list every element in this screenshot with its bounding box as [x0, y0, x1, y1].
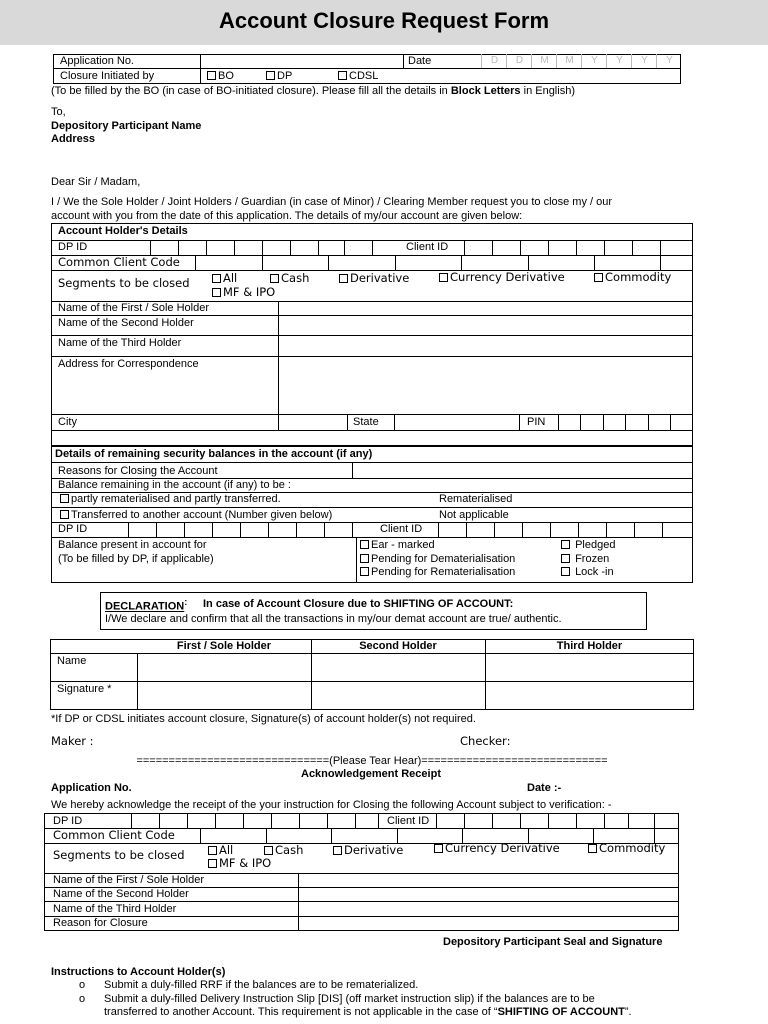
date-cell[interactable]: M [556, 54, 582, 68]
frozen-option[interactable]: Frozen [561, 553, 609, 566]
checkbox-icon [212, 274, 221, 283]
checkbox-icon [264, 846, 273, 855]
ack-application-no: Application No. [51, 782, 132, 794]
account-details-heading: Account Holder's Details [58, 225, 188, 237]
balances-heading: Details of remaining security balances in the account (if any) [55, 448, 373, 460]
date-cell[interactable]: Y [606, 54, 632, 68]
checkbox-icon [333, 846, 342, 855]
dp-option[interactable]: DP [266, 70, 292, 83]
third-holder-heading: Third Holder [556, 640, 623, 652]
date-cell[interactable]: Y [656, 54, 682, 68]
bullet-icon: o [79, 993, 86, 1005]
client-id-label: Client ID [406, 241, 449, 253]
checkbox-icon [594, 273, 603, 282]
lock-in-option[interactable]: Lock -in [561, 566, 614, 579]
rematerialised-option[interactable]: Rematerialised [439, 493, 513, 505]
checkbox-icon [212, 288, 221, 297]
pending-remat-option[interactable]: Pending for Rematerialisation [360, 566, 515, 579]
checkbox-icon [207, 71, 216, 80]
ack-segment-mf-ipo[interactable]: MF & IPO [208, 857, 271, 871]
salutation: Dear Sir / Madam, [51, 176, 141, 188]
signature-footnote: *If DP or CDSL initiates account closure, Signature(s) of account holder(s) not required. [51, 713, 476, 725]
checkbox-icon [439, 273, 448, 282]
checkbox-icon [60, 510, 69, 519]
date-cell[interactable]: D [506, 54, 532, 68]
signature-row-label: Signature * [57, 683, 112, 695]
common-client-code-label: Common Client Code [58, 255, 180, 269]
date-cell[interactable]: Y [581, 54, 607, 68]
transferred-option[interactable]: Transferred to another account (Number given below) [60, 509, 332, 522]
first-holder-label: Name of the First / Sole Holder [58, 302, 210, 314]
reasons-label: Reasons for Closing the Account [58, 465, 218, 477]
checker-label: Checker: [460, 734, 511, 748]
ack-reason-label: Reason for Closure [53, 917, 148, 929]
pledged-option[interactable]: Pledged [561, 539, 615, 552]
third-holder-label: Name of the Third Holder [58, 337, 182, 349]
checkbox-icon [208, 846, 217, 855]
checkbox-icon [339, 274, 348, 283]
ack-segment-cash[interactable]: Cash [264, 844, 303, 858]
ack-segments-label: Segments to be closed [53, 848, 185, 862]
segment-mf-ipo[interactable]: MF & IPO [212, 286, 275, 300]
bullet-icon: o [79, 979, 86, 991]
pending-demat-option[interactable]: Pending for Dematerialisation [360, 553, 515, 566]
maker-label: Maker : [51, 734, 94, 748]
dp-address: Address [51, 133, 96, 145]
dp-name: Depository Participant Name [51, 120, 202, 132]
checkbox-icon [360, 567, 369, 576]
checkbox-icon [338, 71, 347, 80]
date-cell[interactable]: D [481, 54, 507, 68]
checkbox-icon [208, 859, 217, 868]
transfer-dp-id-label: DP ID [58, 523, 88, 535]
checkbox-icon [270, 274, 279, 283]
ack-text: We hereby acknowledge the receipt of the your instruction for Closing the following Account subject to verification: - [51, 799, 612, 811]
transfer-client-id-label: Client ID [380, 523, 423, 535]
request-text-1: I / We the Sole Holder / Joint Holders / Guardian (in case of Minor) / Clearing Member request you to close my / our [51, 196, 613, 208]
ack-dp-id-label: DP ID [53, 815, 83, 827]
request-text-2: account with you from the date of this application. The details of my/our account are given below: [51, 210, 523, 222]
checkbox-icon [561, 540, 570, 549]
bo-option[interactable]: BO [207, 70, 234, 83]
date-label: Date [408, 55, 432, 67]
declaration-heading: In case of Account Closure due to SHIFTING OF ACCOUNT: [203, 598, 514, 610]
checkbox-icon [588, 844, 597, 853]
checkbox-icon [561, 567, 570, 576]
not-applicable-option[interactable]: Not applicable [439, 509, 509, 521]
application-no-label: Application No. [60, 55, 134, 67]
ack-common-client-code-label: Common Client Code [53, 828, 175, 842]
state-label: State [353, 416, 379, 428]
fill-instruction: (To be filled by the BO (in case of BO-initiated closure). Please fill all the details in Block Letters in English) [51, 85, 575, 97]
segments-label: Segments to be closed [58, 276, 190, 290]
segment-derivative[interactable]: Derivative [339, 272, 409, 286]
ack-third-holder-label: Name of the Third Holder [53, 903, 177, 915]
form-title: Account Closure Request Form [218, 8, 550, 33]
first-holder-heading: First / Sole Holder [176, 640, 272, 652]
ack-segment-all[interactable]: All [208, 844, 233, 858]
ack-segment-commodity[interactable]: Commodity [588, 842, 665, 856]
ack-first-holder-label: Name of the First / Sole Holder [53, 874, 205, 886]
ack-date: Date :- [527, 782, 562, 794]
pin-label: PIN [527, 416, 546, 428]
ack-segment-derivative[interactable]: Derivative [333, 844, 403, 858]
segment-cash[interactable]: Cash [270, 272, 309, 286]
dp-seal-signature: Depository Participant Seal and Signature [443, 936, 663, 948]
date-cell[interactable]: M [531, 54, 557, 68]
address-correspondence-label: Address for Correspondence [58, 358, 199, 370]
tear-line: ==============================(Please Tear Hear)============================= [136, 755, 608, 767]
balance-remaining-label: Balance remaining in the account (if any) to be : [58, 479, 291, 491]
declaration-label: DECLARATION: [105, 597, 188, 613]
date-cell[interactable]: Y [631, 54, 657, 68]
balance-present-label: Balance present in account for [58, 539, 207, 551]
segment-commodity[interactable]: Commodity [594, 271, 671, 285]
instruction-item-2-line-2: transferred to another Account. This requirement is not applicable in the case of “SHIFTING OF ACCOUNT”. [104, 1006, 632, 1018]
instruction-item-2-line-1: Submit a duly-filled Delivery Instruction Slip [DIS] (off market instruction slip) if the balances are to be [104, 993, 595, 1005]
dp-id-label: DP ID [58, 241, 88, 253]
instruction-item-1: Submit a duly-filled RRF if the balances are to be rematerialized. [104, 979, 419, 991]
to-label: To, [51, 106, 66, 118]
instructions-heading: Instructions to Account Holder(s) [51, 966, 226, 978]
checkbox-icon [360, 540, 369, 549]
second-holder-heading: Second Holder [359, 640, 437, 652]
checkbox-icon [60, 494, 69, 503]
cdsl-option[interactable]: CDSL [338, 70, 378, 83]
closure-initiated-label: Closure Initiated by [60, 70, 155, 82]
segment-all[interactable]: All [212, 272, 237, 286]
checkbox-icon [360, 554, 369, 563]
checkbox-icon [266, 71, 275, 80]
ack-heading: Acknowledgement Receipt [301, 768, 441, 780]
ack-second-holder-label: Name of the Second Holder [53, 888, 189, 900]
checkbox-icon [434, 844, 443, 853]
ear-marked-option[interactable]: Ear - marked [360, 539, 435, 552]
ack-client-id-label: Client ID [387, 815, 430, 827]
ack-segment-currency-derivative[interactable]: Currency Derivative [434, 842, 560, 856]
checkbox-icon [561, 554, 570, 563]
filled-by-dp-note: (To be filled by DP, if applicable) [58, 553, 214, 565]
second-holder-label: Name of the Second Holder [58, 317, 194, 329]
declaration-text: I/We declare and confirm that all the transactions in my/our demat account are true/ authentic. [105, 613, 562, 625]
name-row-label: Name [57, 655, 87, 667]
segment-currency-derivative[interactable]: Currency Derivative [439, 271, 565, 285]
partly-option[interactable]: partly rematerialised and partly transferred. [60, 493, 281, 506]
city-label: City [58, 416, 77, 428]
